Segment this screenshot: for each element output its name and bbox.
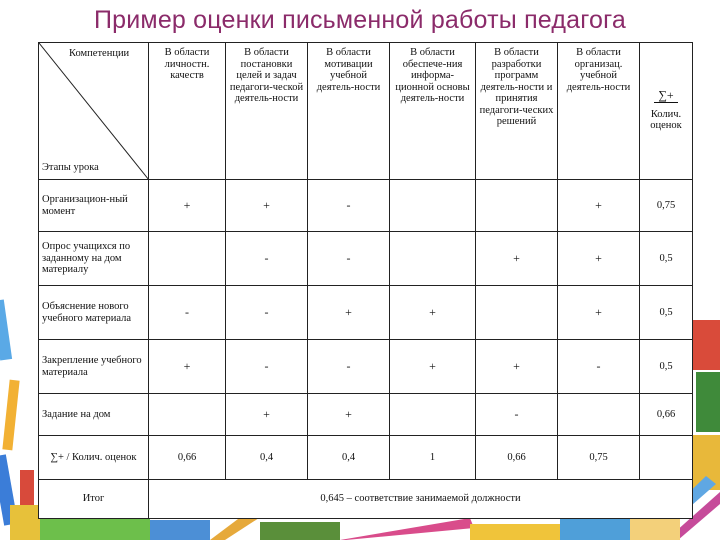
table-cell: - (226, 286, 308, 340)
stage-label: Объяснение нового учебного материала (39, 286, 149, 340)
table-cell: + (558, 286, 640, 340)
ratio-value: 1 (390, 436, 476, 480)
table-cell: + (308, 394, 390, 436)
score-cell: 0,75 (640, 180, 693, 232)
table-cell: + (390, 286, 476, 340)
stage-label: Опрос учащихся по заданному на дом материалу (39, 232, 149, 286)
ratio-value: 0,75 (558, 436, 640, 480)
ratio-empty (640, 436, 693, 480)
ratio-row (39, 436, 693, 480)
stages-label: Этапы урока (42, 161, 99, 173)
table-cell: - (558, 340, 640, 394)
table-cell (149, 394, 226, 436)
total-label: Итог (39, 480, 149, 519)
table-cell: - (226, 232, 308, 286)
score-cell: 0,5 (640, 286, 693, 340)
table-cell: + (149, 340, 226, 394)
page-title: Пример оценки письменной работы педагога (94, 6, 626, 34)
table-cell: - (308, 232, 390, 286)
ratio-value: 0,66 (149, 436, 226, 480)
column-header: В области обеспече-ния информа-ционной основы деятель-ности (390, 43, 476, 180)
table-cell (149, 232, 226, 286)
table-cell: - (308, 180, 390, 232)
stage-label: Задание на дом (39, 394, 149, 436)
total-value: 0,645 – соответствие занимаемой должности (149, 480, 693, 519)
table-cell: + (558, 180, 640, 232)
table-cell (558, 394, 640, 436)
diagonal-line (39, 43, 149, 180)
column-header: В области постановки целей и задач педагоги-ческой деятель-ности (226, 43, 308, 180)
table-cell: - (226, 340, 308, 394)
column-header: В области мотивации учебной деятель-ности (308, 43, 390, 180)
ratio-value: 0,4 (226, 436, 308, 480)
ratio-label: ∑+ / Колич. оценок (39, 436, 149, 480)
header-diagonal-cell (39, 43, 149, 180)
score-cell: 0,5 (640, 340, 693, 394)
table-cell: + (149, 180, 226, 232)
ratio-value: 0,4 (308, 436, 390, 480)
table-cell (476, 286, 558, 340)
table-cell: + (476, 340, 558, 394)
stage-label: Закрепление учебного материала (39, 340, 149, 394)
table-row (39, 232, 693, 286)
score-cell: 0,66 (640, 394, 693, 436)
table-row (39, 394, 693, 436)
table-cell: - (476, 394, 558, 436)
sum-symbol: ∑+ (654, 90, 677, 103)
sum-label: Колич. оценок (650, 108, 682, 132)
ratio-value: 0,66 (476, 436, 558, 480)
column-header: В области организац. учебной деятель-ности (558, 43, 640, 180)
table-cell: + (390, 340, 476, 394)
table-cell: - (149, 286, 226, 340)
header-row (39, 43, 693, 180)
column-header: В области личностн. качеств (149, 43, 226, 180)
table-cell (390, 394, 476, 436)
score-cell: 0,5 (640, 232, 693, 286)
table-cell (476, 180, 558, 232)
table-row (39, 180, 693, 232)
evaluation-table (38, 42, 693, 519)
sum-header-cell (640, 43, 693, 180)
table-cell (390, 180, 476, 232)
table-row (39, 286, 693, 340)
table-cell: + (226, 180, 308, 232)
table-cell: + (558, 232, 640, 286)
table-cell: - (308, 340, 390, 394)
table-cell (390, 232, 476, 286)
stage-label: Организацион-ный момент (39, 180, 149, 232)
total-row (39, 480, 693, 519)
table-cell: + (308, 286, 390, 340)
table-cell: + (476, 232, 558, 286)
column-header: В области разработки программ деятель-ности и принятия педагоги-ческих решений (476, 43, 558, 180)
table-cell: + (226, 394, 308, 436)
pencils-left-image (0, 299, 40, 540)
table-row (39, 340, 693, 394)
competencies-label: Компетенции (69, 48, 130, 59)
